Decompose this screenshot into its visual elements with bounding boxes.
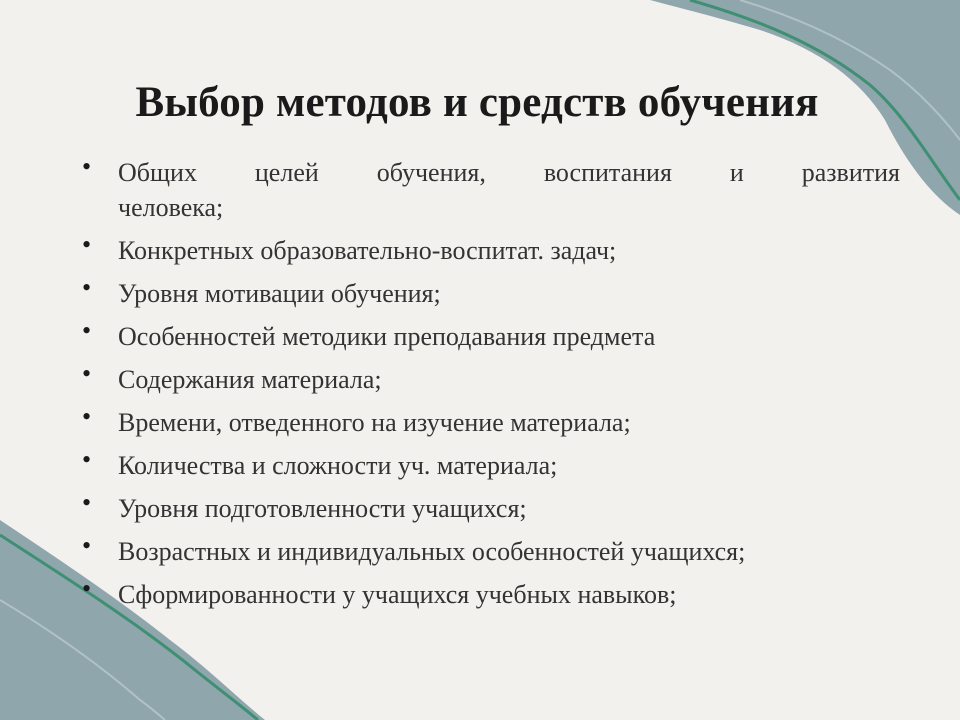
list-item-text: Уровня подготовленности учащихся; <box>118 494 527 523</box>
bullet-icon: • <box>82 273 92 302</box>
bullet-icon: • <box>82 531 92 560</box>
list-item <box>80 531 900 569</box>
list-item <box>80 574 900 612</box>
bullet-icon: • <box>82 359 92 388</box>
list-item-text: Количества и сложности уч. материала; <box>118 451 558 480</box>
bullet-icon: • <box>82 152 92 181</box>
list-item <box>80 230 900 268</box>
list-item <box>80 445 900 483</box>
list-item-text: Общих целей обучения, воспитания и развития <box>118 158 900 187</box>
bullet-icon: • <box>82 488 92 517</box>
list-item <box>80 359 900 397</box>
list-item-text: Сформированности у учащихся учебных навыков; <box>118 580 677 609</box>
list-item <box>80 152 900 225</box>
list-item <box>80 402 900 440</box>
list-item-text: Особенностей методики преподавания предмета <box>118 322 656 351</box>
list-item <box>80 488 900 526</box>
bullet-icon: • <box>82 445 92 474</box>
list-item-text: Возрастных и индивидуальных особенностей учащихся; <box>118 537 746 566</box>
bullet-icon: • <box>82 230 92 259</box>
list-item-text: Конкретных образовательно-воспитат. задач; <box>118 236 617 265</box>
slide-title-text: Выбор методов и средств обучения <box>135 79 819 126</box>
list-item-text: Уровня мотивации обучения; <box>118 279 441 308</box>
bullet-icon: • <box>82 402 92 431</box>
bullet-icon: • <box>82 574 92 603</box>
bullet-list <box>80 152 900 620</box>
list-item-text: Содержания материала; <box>118 365 382 394</box>
list-item <box>80 273 900 311</box>
list-item-text: Времени, отведенного на изучение материала; <box>118 408 631 437</box>
bullet-icon: • <box>82 316 92 345</box>
list-item-text-continued: человека; <box>118 193 224 222</box>
list-item <box>80 316 900 354</box>
slide-title <box>0 78 960 127</box>
